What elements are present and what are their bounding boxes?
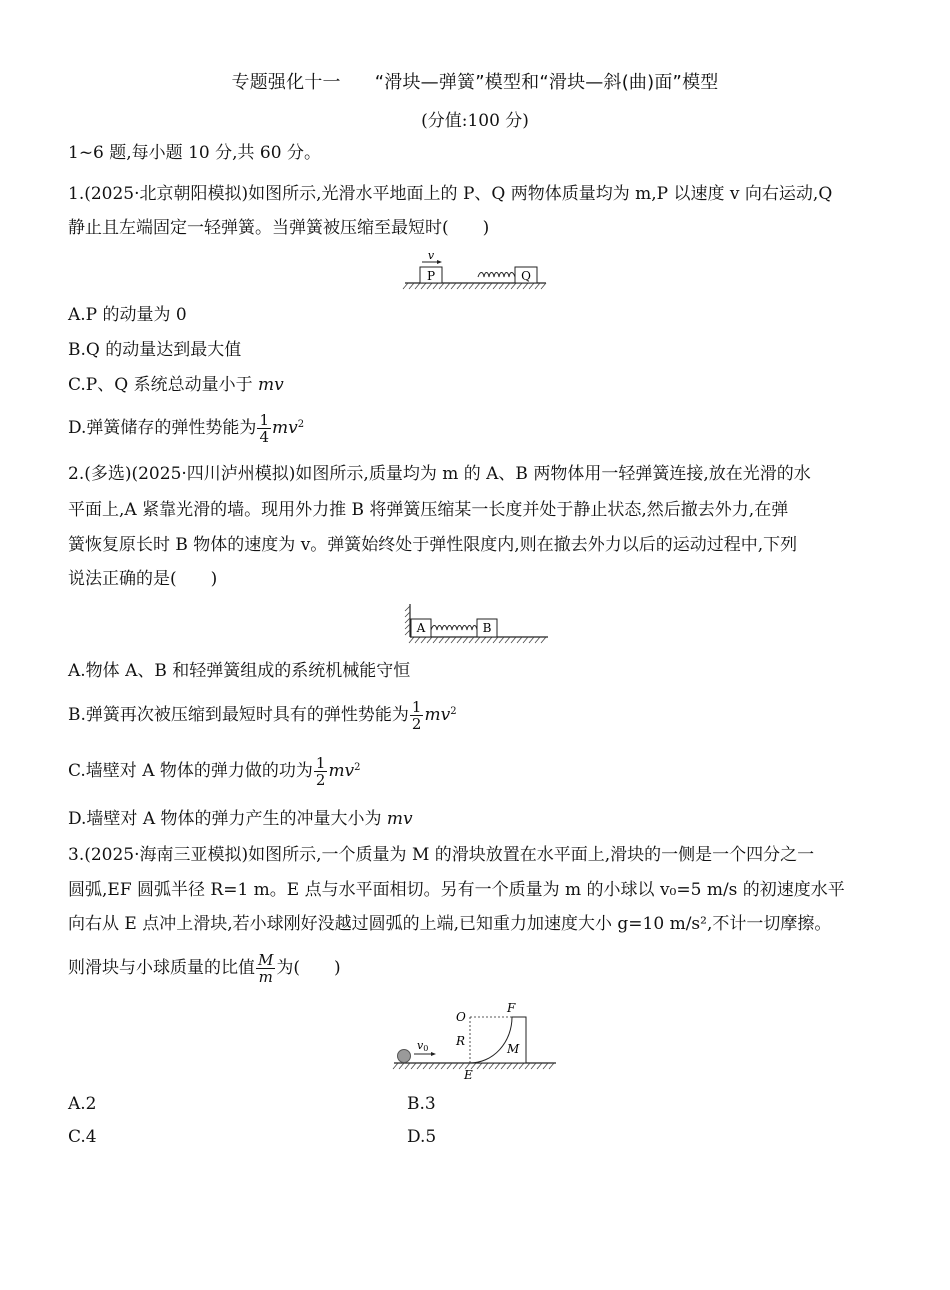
q2-option-b-math: mv	[424, 705, 451, 725]
q1-figure	[400, 250, 550, 294]
q3-stem-line4	[68, 950, 888, 986]
label-q: Q	[521, 269, 531, 283]
q2-option-b-fraction	[410, 699, 424, 732]
q2-option-c-fraction	[314, 755, 328, 788]
fraction-numerator: 1	[315, 754, 326, 772]
q1-option-d[interactable]	[68, 410, 304, 446]
fraction-denominator: 2	[315, 771, 326, 789]
fraction-numerator: 1	[259, 411, 269, 429]
q3-stem-line3: 向右从 E 点冲上滑块,若小球刚好没越过圆弧的上端,已知重力加速度大小 g=10 m/s²,不计一切摩擦。	[68, 914, 832, 934]
q1-stem-line2: 静止且左端固定一轻弹簧。当弹簧被压缩至最短时( )	[68, 218, 490, 238]
q3-stem-line4-post: 为( )	[276, 958, 341, 978]
label-b: B	[482, 621, 492, 635]
page-title	[0, 68, 950, 94]
label-r: R	[456, 1034, 466, 1048]
q1-option-c[interactable]	[68, 373, 284, 397]
title-models: “滑块—弹簧”模型和“滑块—斜(曲)面”模型	[374, 72, 719, 93]
title-topic: 专题强化十一	[231, 72, 341, 93]
label-e: E	[464, 1068, 473, 1082]
q2-option-c-math: mv	[328, 761, 355, 781]
label-p: P	[426, 269, 436, 283]
q1-option-c-text: C.P、Q 系统总动量小于	[68, 375, 258, 395]
q2-stem-line1: 2.(多选)(2025·四川泸州模拟)如图所示,质量均为 m 的 A、B 两物体用一轻弹簧连接,放在光滑的水	[68, 464, 811, 484]
q2-option-b[interactable]	[68, 697, 457, 733]
q2-figure	[400, 600, 550, 646]
q1-option-b[interactable]: B.Q 的动量达到最大值	[68, 340, 242, 360]
q2-option-b-text: B.弹簧再次被压缩到最短时具有的弹性势能为	[68, 705, 409, 725]
q1-stem-line1: 1.(2025·北京朝阳模拟)如图所示,光滑水平地面上的 P、Q 两物体质量均为 m,P 以速度 v 向右运动,Q	[68, 184, 833, 204]
label-v: v	[427, 249, 435, 262]
q2-option-d-math: mv	[386, 809, 413, 829]
exponent: 2	[354, 762, 361, 773]
fraction-numerator: 1	[411, 698, 422, 716]
label-f: F	[507, 1001, 516, 1015]
label-a: A	[416, 621, 426, 635]
q3-option-d[interactable]: D.5	[407, 1127, 437, 1147]
small-ball	[398, 1050, 411, 1063]
spring	[478, 273, 515, 278]
q1-option-c-math: mv	[258, 375, 284, 395]
q3-option-a[interactable]: A.2	[68, 1094, 97, 1114]
fraction-denominator: 2	[411, 715, 422, 733]
q1-option-d-text: D.弹簧储存的弹性势能为	[68, 418, 257, 438]
section-intro: 1~6 题,每小题 10 分,共 60 分。	[68, 143, 321, 163]
q2-stem-line2: 平面上,A 紧靠光滑的墙。现用外力推 B 将弹簧压缩某一长度并处于静止状态,然后撤去外力,在弹	[68, 500, 789, 520]
q2-stem-line4: 说法正确的是( )	[68, 569, 218, 589]
q3-option-c[interactable]: C.4	[68, 1127, 97, 1147]
q3-mass-ratio-fraction	[256, 952, 275, 985]
q2-option-c-text: C.墙壁对 A 物体的弹力做的功为	[68, 761, 313, 781]
spring	[431, 626, 477, 631]
q3-option-b[interactable]: B.3	[407, 1094, 436, 1114]
q2-stem-line3: 簧恢复原长时 B 物体的速度为 v。弹簧始终处于弹性限度内,则在撤去外力以后的运动过程中,下列	[68, 535, 798, 555]
fraction-denominator: 4	[259, 428, 269, 446]
q1-option-d-fraction	[257, 412, 271, 445]
exponent: 2	[450, 706, 457, 717]
label-o: O	[456, 1010, 466, 1024]
fraction-numerator: M	[258, 951, 274, 969]
q3-stem-line1: 3.(2025·海南三亚模拟)如图所示,一个质量为 M 的滑块放置在水平面上,滑块的一侧是一个四分之一	[68, 845, 815, 865]
q2-option-a[interactable]: A.物体 A、B 和轻弹簧组成的系统机械能守恒	[68, 661, 411, 681]
label-m: M	[507, 1042, 520, 1056]
label-v0: v0	[417, 1039, 429, 1053]
q2-option-c[interactable]	[68, 753, 361, 789]
q3-figure	[390, 1000, 560, 1085]
q2-option-d-text: D.墙壁对 A 物体的弹力产生的冲量大小为	[68, 809, 387, 829]
q2-option-d[interactable]	[68, 807, 413, 831]
exponent: 2	[297, 419, 305, 430]
q3-stem-line2: 圆弧,EF 圆弧半径 R=1 m。E 点与水平面相切。另有一个质量为 m 的小球以 v₀=5 m/s 的初速度水平	[68, 880, 845, 900]
score-note: (分值:100 分)	[421, 111, 529, 131]
slider-block	[470, 1017, 526, 1063]
q1-option-d-math: mv	[271, 418, 298, 438]
fraction-denominator: m	[258, 968, 273, 986]
q1-option-a[interactable]: A.P 的动量为 0	[68, 305, 187, 325]
q3-stem-line4-pre: 则滑块与小球质量的比值	[68, 958, 255, 978]
